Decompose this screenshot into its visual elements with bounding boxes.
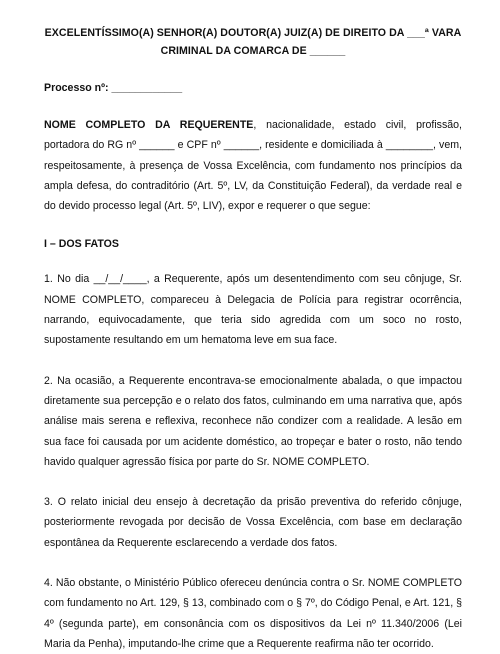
paragraph-4: 4. Não obstante, o Ministério Público ofereceu denúncia contra o Sr. NOME COMPLETO com fundamento no Art. 129, § 13, combinado com o § 7º, do Código Penal, e Art. 121, § 4º (segunda parte), em consonância com os dispositivos da Lei nº 11.340/2006 (Lei Maria da Penha), imputando-lhe crime que a Requerente reafirma não ter ocorrido.	[44, 577, 462, 650]
document-header	[44, 24, 462, 60]
requerente-name: NOME COMPLETO DA REQUERENTE	[44, 119, 254, 131]
intro-paragraph	[44, 115, 462, 216]
paragraph-3: 3. O relato inicial deu ensejo à decretação da prisão preventiva do referido cônjuge, posteriormente revogada por decisão de Vossa Excelência, com base em declaração espontânea da Requerente esclarecendo a verdade dos fatos.	[44, 496, 462, 549]
header-line-2: CRIMINAL DA COMARCA DE ______	[160, 45, 346, 57]
paragraph-2: 2. Na ocasião, a Requerente encontrava-se emocionalmente abalada, o que impactou diretamente sua percepção e o relato dos fatos, culminando em uma narrativa que, após análise mais serena e reflexiva, reconhece não condizer com a realidade. A lesão em sua face foi causada por um acidente doméstico, ao tropeçar e bater o rosto, não tendo havido qualquer agressão física por parte do Sr. NOME COMPLETO.	[44, 374, 462, 468]
processo-number: Processo nº: ____________	[44, 82, 183, 94]
header-line-1: EXCELENTÍSSIMO(A) SENHOR(A) DOUTOR(A) JUIZ(A) DE DIREITO DA ___ª VARA	[44, 27, 462, 39]
paragraph-1: 1. No dia __/__/____, a Requerente, após um desentendimento com seu cônjuge, Sr. NOME COMPLETO, compareceu à Delegacia de Polícia para registrar ocorrência, narrando, equivocadamente, que teria sido agredida com um soco no rosto, supostamente resultando em um hematoma leve em sua face.	[44, 273, 462, 347]
section-title: I – DOS FATOS	[44, 238, 119, 251]
intro-text: , nacionalidade, estado civil, profissão, portadora do RG nº ______ e CPF nº ______, residente e domiciliada à ________, vem, respeitosamente, à presença de Vossa Excelência, com fundamento nos princípios da ampla defesa, do contraditório (Art. 5º, LV, da Constituição Federal), da verdade real e do devido processo legal (Art. 5º, LIV), expor e requerer o que segue:	[44, 119, 462, 213]
